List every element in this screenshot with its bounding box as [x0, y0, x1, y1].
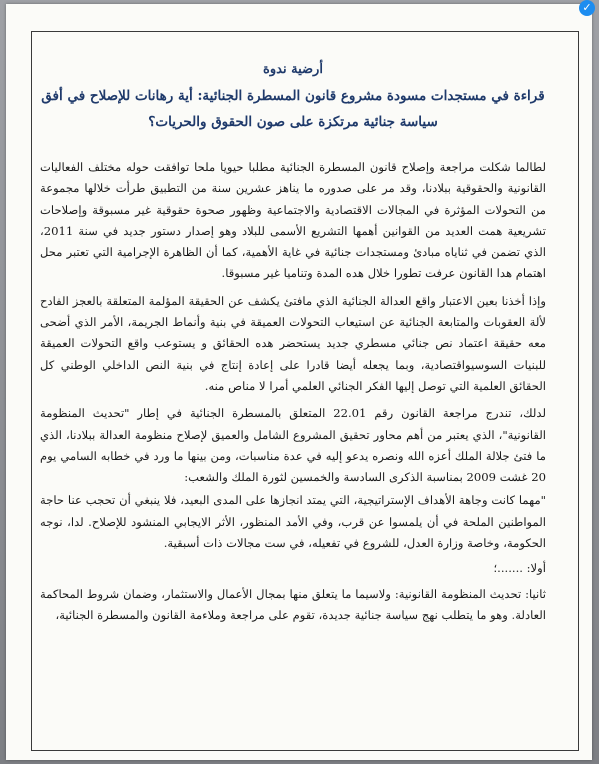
royal-speech-quote: "مهما كانت وجاهة الأهداف الإستراتيجية، التي يمتد انجازها على المدى البعيد، فلا ينبغي أن تحجب عنا حاجة المواطنين الملحة في أن يلمسوا عن قرب، وفي الأمد المنظور، الأثر الايجابي المنشود للإصلاح. لدا، نوجه الحكومة، وخاصة وزارة العدل، للشروع في تفعيله، في ست مجالات ذات أسبقية. [40, 493, 546, 551]
title-line-1: قراءة في مستجدات مسودة مشروع قانون المسطرة الجنائية: أية رهانات للإصلاح في أفق [41, 88, 545, 104]
list-item-second: ثانيا: تحديث المنظومة القانونية: ولاسيما ما يتعلق منها بمجال الأعمال والاستثمار، وضمان شروط المحاكمة العادلة. وهو ما يتطلب نهج سياسة جنائية جديدة، تقوم على مراجعة وملاءمة القانون والمسطرة الجنائية، [40, 586, 546, 622]
title-line-2: سياسة جنائية مرتكزة على صون الحقوق والحريات؟ [148, 114, 438, 130]
document-content [40, 62, 546, 632]
document-page [6, 4, 592, 760]
paragraph-1: لطالما شكلت مراجعة وإصلاح قانون المسطرة الجنائية مطلبا حيويا ملحا توافقت حوله مختلف الفعاليات القانونية والحقوقية ببلادنا، وقد مر على صدوره ما يناهز عشرين سنة من التطبيق طرأت خلالها مجموعة من التحولات المؤثرة في المجالات الاقتصادية والاجتماعية وظهور صحوة حقوقية غير مسبوقة وإصلاحات تشريعية همت العديد من القوانين أهمها التشريع الأسمى للبلاد وهو إصدار دستور جديد في سنة 2011، الذي تضمن في ثناياه مبادئ ومستجدات جنائية في غاية الأهمية، كما أن الظاهرة الإجرامية التي تعتبر محل اهتمام هدا القانون عرفت تطورا خلال هده المدة وتناميا غير مسبوقا. [40, 160, 546, 281]
paragraph-3: لدلك، تندرج مراجعة القانون رقم 22.01 المتعلق بالمسطرة الجنائية في إطار "تحديث المنظومة القانونية"، الذي يعتبر من أهم محاور تحقيق المشروع الشامل والعميق لإصلاح منظومة العدالة ببلادنا، الذي ما فتئ جلالة الملك أعزه الله ونصره يدعو إليه في عدة مناسبات، ومن بينها ما ورد في خطابه السامي يوم 20 غشت 2009 بمناسبة الذكرى السادسة والخمسين لثورة الملك والشعب: [40, 406, 546, 485]
paragraph-2: وإذا أخذنا بعين الاعتبار واقع العدالة الجنائية الذي مافتئ يكشف عن الحقيقة المؤلمة المتعلقة بالعجز الفادح لألة العقوبات والمتابعة الجنائية عن استيعاب التحولات العميقة في بنية وأنماط الجريمة، الأمر الذي أضحى معه حقيقة اعتماد نص جنائي مسطري جديد يستحضر هده الحقائق و يستوعب واقع التحولات العميقة للبنيات السوسيواقتصادية، وبما يجعله أيضا قادرا على إعادة إنتاج في بنية النص الداخلي الوطني كل الحقائق العلمية التي توصل إليها الفكر الجنائي العلمي أمرا لا مناص منه. [40, 293, 546, 393]
check-badge-icon: ✓ [579, 0, 595, 16]
list-item-first: أولا: .......؛ [493, 561, 546, 576]
document-kicker: أرضية ندوة [263, 62, 323, 77]
document-title [40, 83, 546, 135]
